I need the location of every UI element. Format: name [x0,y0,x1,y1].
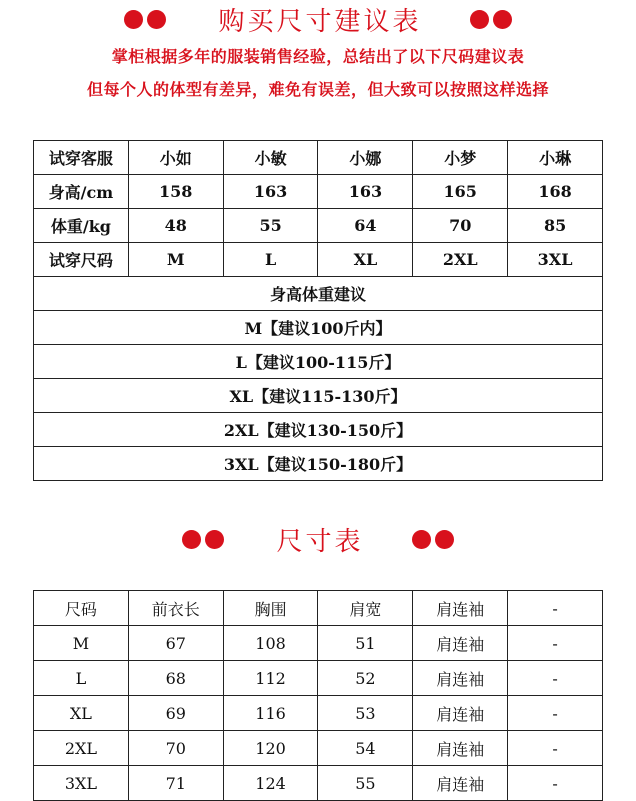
table-cell: 肩连袖 [413,766,508,801]
table-cell: 70 [413,209,508,243]
right-dots-decoration [412,530,454,549]
suggestion-3xl: 3XL【建议150-180斤】 [34,447,603,481]
table-cell: 71 [128,766,223,801]
table-cell: 小敏 [223,141,318,175]
table-row [34,209,603,243]
table-cell: 67 [128,626,223,661]
table-cell: 肩连袖 [413,626,508,661]
table-cell: - [508,661,603,696]
suggest-header: 身高体重建议 [34,277,603,311]
size-advice-title: 购买尺寸建议表 [218,6,422,37]
table-cell: 124 [223,766,318,801]
red-dot-icon [435,530,454,549]
table-row [34,626,603,661]
table-cell: 2XL [34,731,129,766]
red-dot-icon [147,10,166,29]
table-cell: 55 [223,209,318,243]
table-row [34,766,603,801]
table-cell: M [34,626,129,661]
table-cell: 胸围 [223,591,318,626]
size-advice-title-row [0,1,636,37]
table-cell: 3XL [34,766,129,801]
table-cell: 前衣长 [128,591,223,626]
table-row [34,175,603,209]
suggestion-row [34,345,603,379]
table-cell: 165 [413,175,508,209]
table-cell: 70 [128,731,223,766]
table-row [34,243,603,277]
table-cell: L [34,661,129,696]
table-cell: 试穿尺码 [34,243,129,277]
table-cell: 小琳 [508,141,603,175]
suggest-header-row [34,277,603,311]
table-row [34,696,603,731]
table-cell: 112 [223,661,318,696]
table-cell: 2XL [413,243,508,277]
table-cell: 肩连袖 [413,696,508,731]
table-cell: - [508,731,603,766]
table-cell: L [223,243,318,277]
table-cell: 体重/kg [34,209,129,243]
table-cell: 小如 [128,141,223,175]
red-dot-icon [182,530,201,549]
table-cell: 69 [128,696,223,731]
table-cell: 小娜 [318,141,413,175]
table-cell: 肩连袖 [413,591,508,626]
size-chart-title: 尺寸表 [276,526,364,557]
suggestion-row [34,413,603,447]
left-dots-decoration [182,530,224,549]
table-cell: M [128,243,223,277]
table-cell: XL [318,243,413,277]
table-cell: 尺码 [34,591,129,626]
size-chart-title-row [0,521,636,557]
table-cell: - [508,626,603,661]
red-dot-icon [205,530,224,549]
table-cell: 53 [318,696,413,731]
table-cell: 52 [318,661,413,696]
table-cell: 身高/cm [34,175,129,209]
table-cell: 51 [318,626,413,661]
suggestion-xl: XL【建议115-130斤】 [34,379,603,413]
table-cell: 163 [223,175,318,209]
table-cell: 肩连袖 [413,661,508,696]
table-cell: 3XL [508,243,603,277]
suggestion-row [34,379,603,413]
suggestion-row [34,311,603,345]
red-dot-icon [493,10,512,29]
size-header-row [34,591,603,626]
table-cell: - [508,696,603,731]
table-row [34,661,603,696]
table-cell: 55 [318,766,413,801]
fitting-table [33,140,603,481]
table-cell: 85 [508,209,603,243]
table-cell: 肩连袖 [413,731,508,766]
red-dot-icon [412,530,431,549]
suggestion-row [34,447,603,481]
table-cell: XL [34,696,129,731]
table-cell: - [508,591,603,626]
fitting-header-row [34,141,603,175]
table-row [34,731,603,766]
suggestion-l: L【建议100-115斤】 [34,345,603,379]
table-cell: 小梦 [413,141,508,175]
table-cell: 158 [128,175,223,209]
table-cell: 54 [318,731,413,766]
table-cell: 试穿客服 [34,141,129,175]
intro-line-2: 但每个人的体型有差异，难免有误差，但大致可以按照这样选择 [86,80,549,99]
table-cell: 64 [318,209,413,243]
table-cell: 163 [318,175,413,209]
red-dot-icon [124,10,143,29]
table-cell: 68 [128,661,223,696]
table-cell: 168 [508,175,603,209]
table-cell: 116 [223,696,318,731]
table-cell: 48 [128,209,223,243]
table-cell: - [508,766,603,801]
red-dot-icon [470,10,489,29]
right-dots-decoration [470,10,512,29]
size-table [33,590,603,801]
table-cell: 108 [223,626,318,661]
suggestion-2xl: 2XL【建议130-150斤】 [34,413,603,447]
suggestion-m: M【建议100斤内】 [34,311,603,345]
left-dots-decoration [124,10,166,29]
table-cell: 肩宽 [318,591,413,626]
table-cell: 120 [223,731,318,766]
intro-line-1: 掌柜根据多年的服装销售经验，总结出了以下尺码建议表 [111,47,525,66]
